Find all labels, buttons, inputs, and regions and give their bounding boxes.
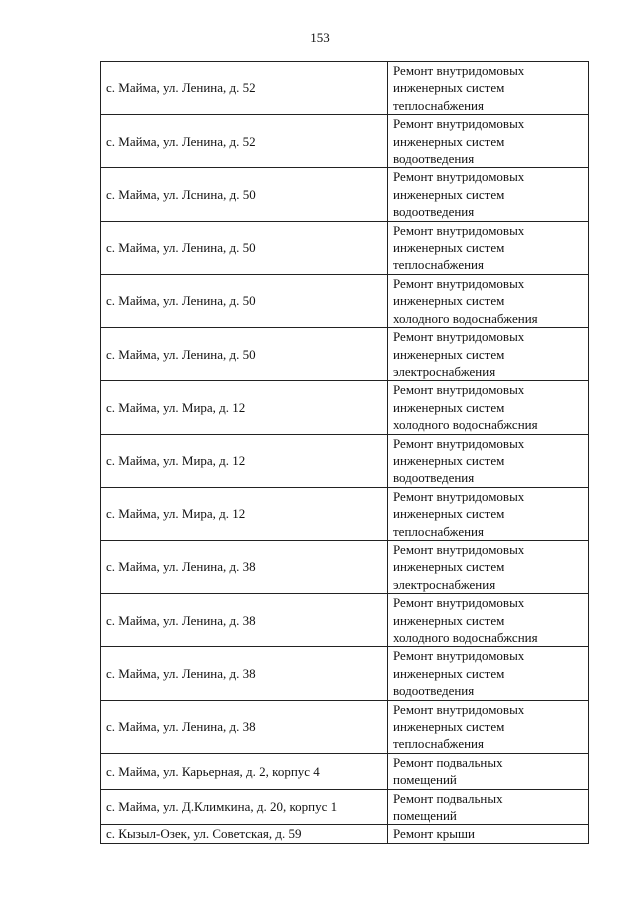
table-row xyxy=(101,594,589,647)
work-cell: Ремонт внутридомовых инженерных систем холодного водоснабжсния xyxy=(388,594,589,647)
work-cell: Ремонт крыши xyxy=(388,825,589,843)
work-cell: Ремонт внутридомовых инженерных систем теплоснабжения xyxy=(388,62,589,115)
work-cell: Ремонт внутридомовых инженерных систем водоотведения xyxy=(388,434,589,487)
table-row xyxy=(101,328,589,381)
address-cell: с. Майма, ул. Ленина, д. 52 xyxy=(101,115,388,168)
address-cell: с. Майма, ул. Ленина, д. 50 xyxy=(101,328,388,381)
table-row xyxy=(101,381,589,434)
work-cell: Ремонт внутридомовых инженерных систем электроснабжения xyxy=(388,540,589,593)
table-row xyxy=(101,115,589,168)
table-row xyxy=(101,62,589,115)
work-cell: Ремонт внутридомовых инженерных систем водоотведения xyxy=(388,115,589,168)
address-cell: с. Майма, ул. Ленина, д. 52 xyxy=(101,62,388,115)
work-cell: Ремонт подвальных помещений xyxy=(388,789,589,825)
work-cell: Ремонт подвальных помещений xyxy=(388,753,589,789)
table-row xyxy=(101,825,589,843)
address-cell: с. Майма, ул. Д.Климкина, д. 20, корпус 1 xyxy=(101,789,388,825)
table-row xyxy=(101,753,589,789)
address-cell: с. Майма, ул. Ленина, д. 50 xyxy=(101,274,388,327)
address-cell: с. Майма, ул. Мира, д. 12 xyxy=(101,434,388,487)
address-cell: с. Майма, ул. Лснина, д. 50 xyxy=(101,168,388,221)
table-row xyxy=(101,789,589,825)
work-cell: Ремонт внутридомовых инженерных систем электроснабжения xyxy=(388,328,589,381)
work-cell: Ремонт внутридомовых инженерных систем водоотведения xyxy=(388,647,589,700)
work-cell: Ремонт внутридомовых инженерных систем теплоснабжения xyxy=(388,487,589,540)
address-cell: с. Майма, ул. Ленина, д. 50 xyxy=(101,221,388,274)
work-cell: Ремонт внутридомовых инженерных систем водоотведения xyxy=(388,168,589,221)
table-row xyxy=(101,700,589,753)
table-row xyxy=(101,487,589,540)
table-row xyxy=(101,221,589,274)
work-cell: Ремонт внутридомовых инженерных систем теплоснабжения xyxy=(388,221,589,274)
address-cell: с. Майма, ул. Ленина, д. 38 xyxy=(101,594,388,647)
work-cell: Ремонт внутридомовых инженерных систем холодного водоснабжсния xyxy=(388,381,589,434)
table-row xyxy=(101,647,589,700)
table-row xyxy=(101,434,589,487)
work-cell: Ремонт внутридомовых инженерных систем теплоснабжения xyxy=(388,700,589,753)
repair-table xyxy=(100,61,589,844)
address-cell: с. Майма, ул. Ленина, д. 38 xyxy=(101,540,388,593)
table-row xyxy=(101,168,589,221)
address-cell: с. Майма, ул. Ленина, д. 38 xyxy=(101,647,388,700)
address-cell: с. Майма, ул. Мира, д. 12 xyxy=(101,487,388,540)
table-row xyxy=(101,540,589,593)
address-cell: с. Майма, ул. Мира, д. 12 xyxy=(101,381,388,434)
address-cell: с. Майма, ул. Ленина, д. 38 xyxy=(101,700,388,753)
page-number: 153 xyxy=(310,30,330,45)
table-row xyxy=(101,274,589,327)
work-cell: Ремонт внутридомовых инженерных систем холодного водоснабжения xyxy=(388,274,589,327)
address-cell: с. Кызыл-Озек, ул. Советская, д. 59 xyxy=(101,825,388,843)
address-cell: с. Майма, ул. Карьерная, д. 2, корпус 4 xyxy=(101,753,388,789)
